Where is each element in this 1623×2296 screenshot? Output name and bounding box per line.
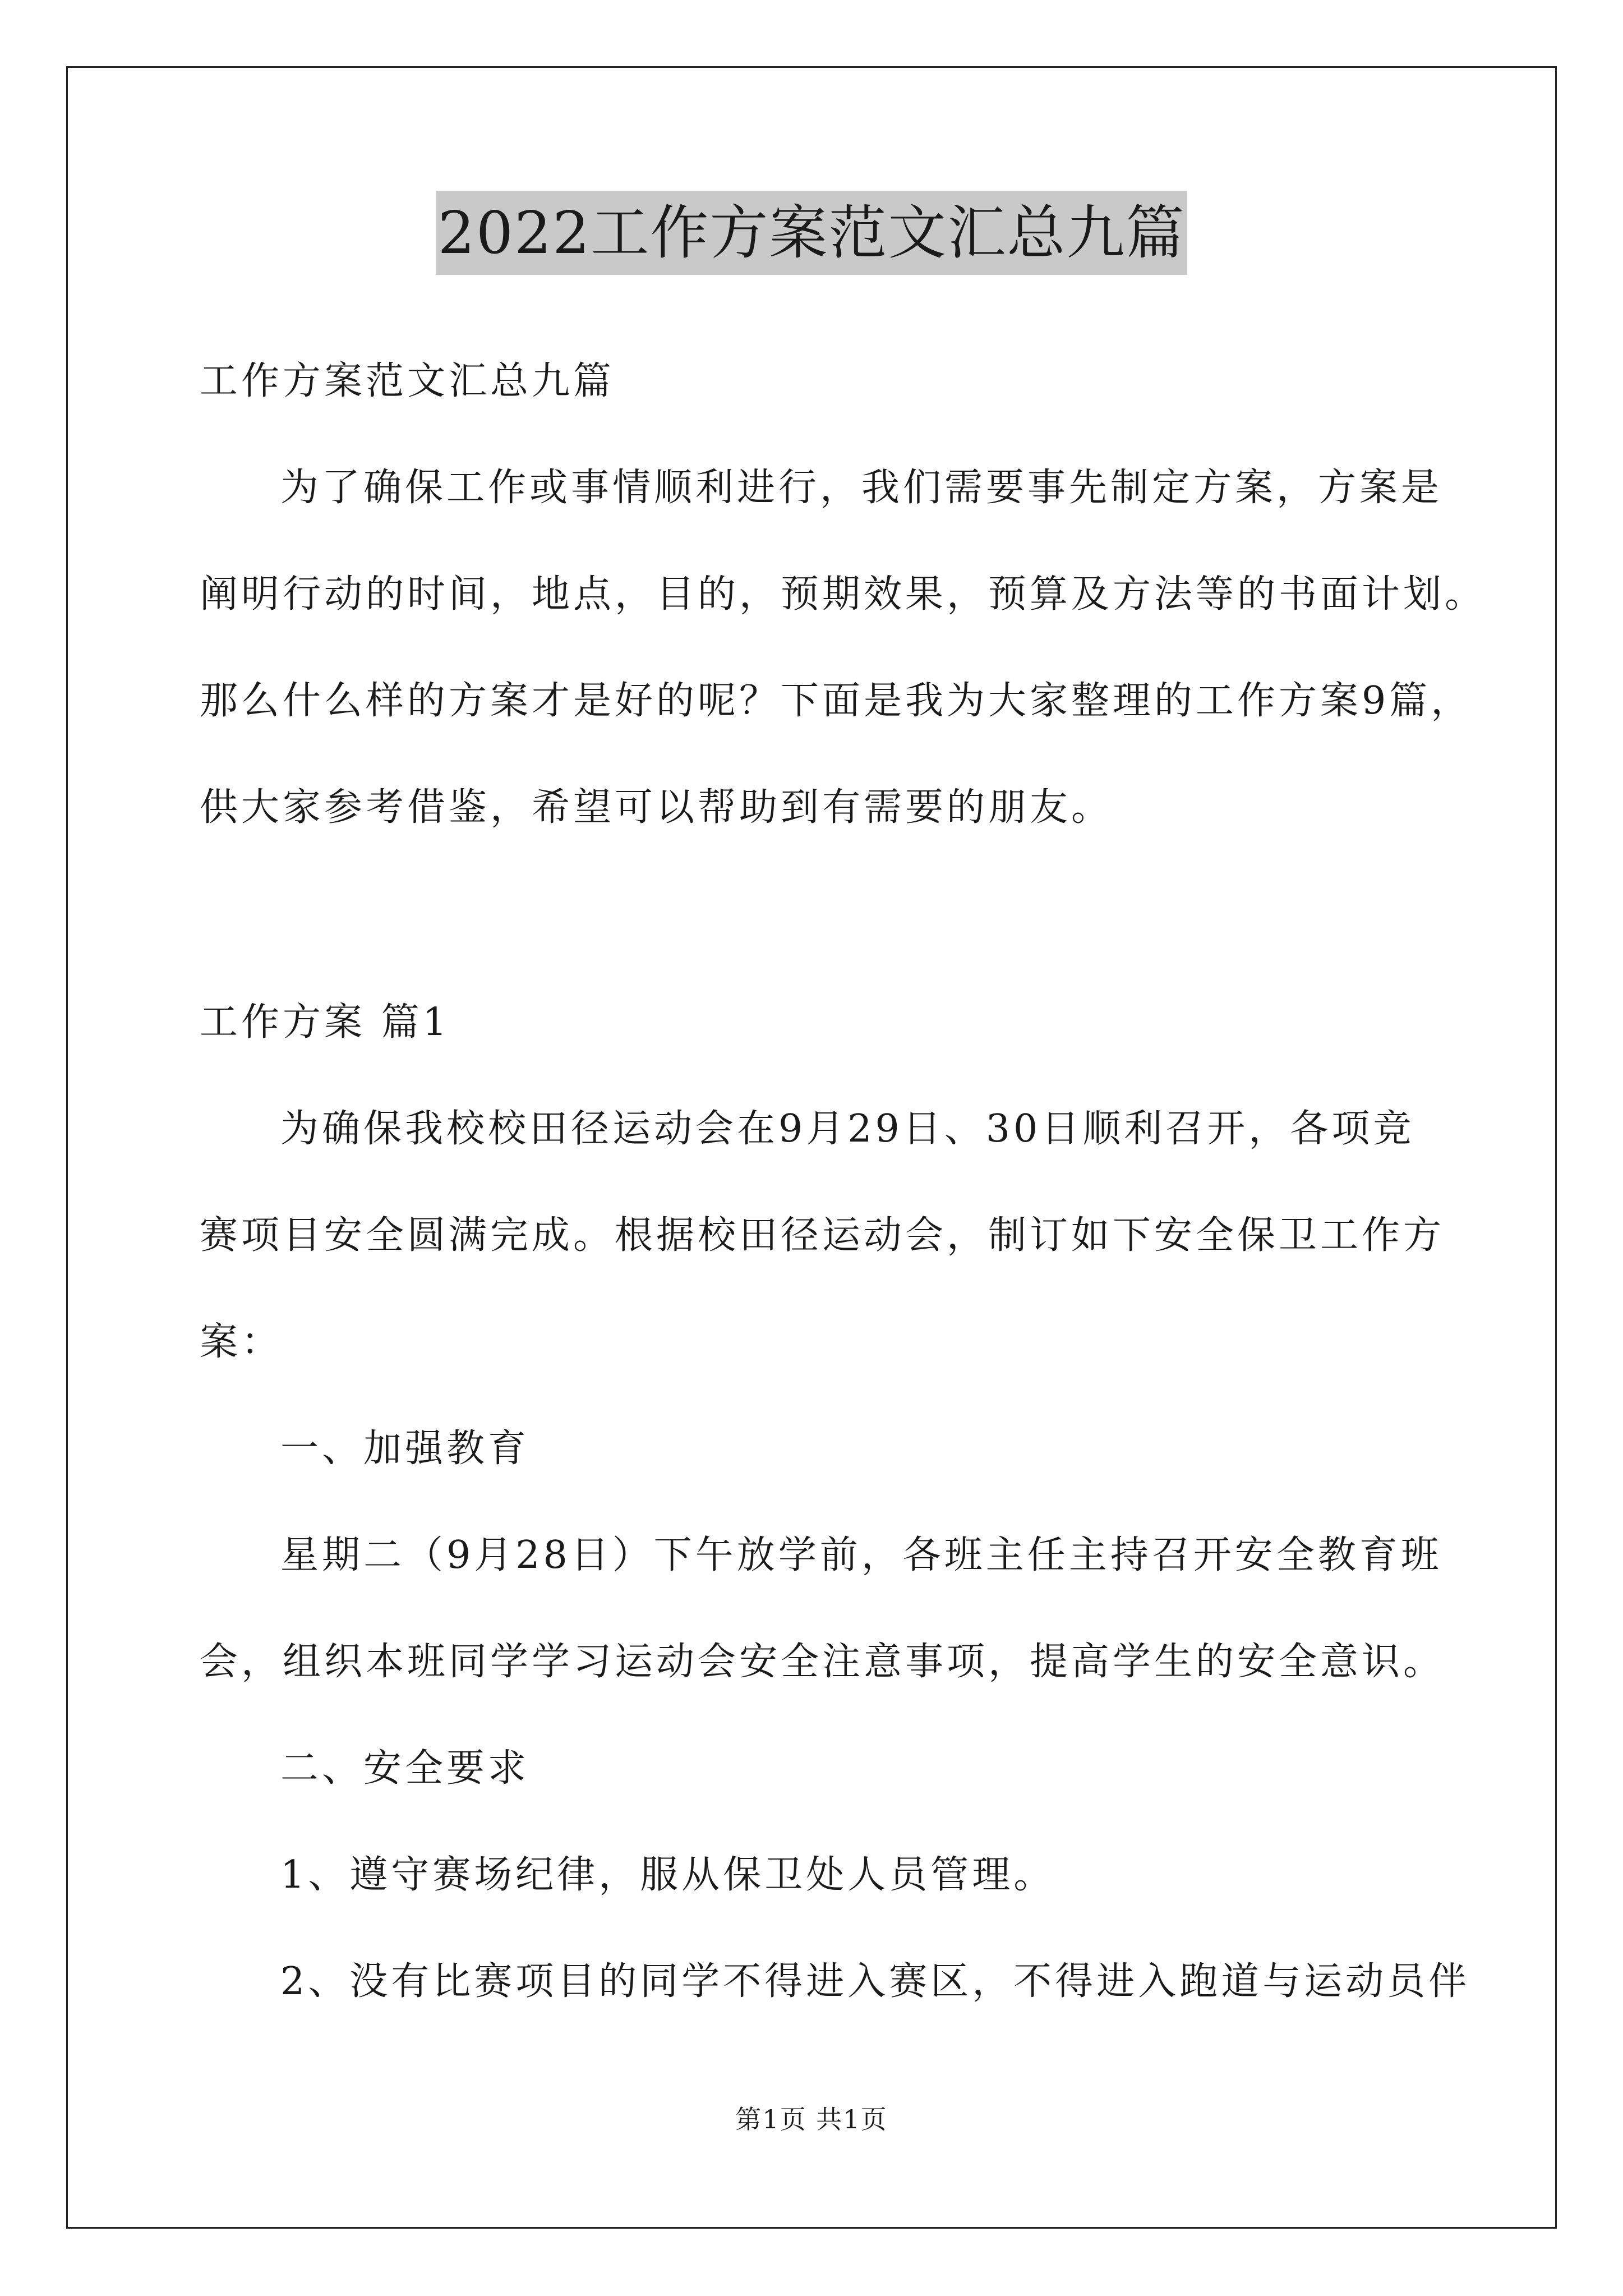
paragraph-line: 会，组织本班同学学习运动会安全注意事项，提高学生的安全意识。 xyxy=(200,1640,1445,1684)
paragraph-line: 星期二（9月28日）下午放学前，各班主任主持召开安全教育班 xyxy=(280,1533,1442,1577)
page-footer: 第1页 共1页 xyxy=(735,2104,888,2134)
subheading: 一、加强教育 xyxy=(280,1427,530,1471)
list-item: 2、没有比赛项目的同学不得进入赛区，不得进入跑道与运动员伴 xyxy=(280,1959,1470,2004)
paragraph-line: 为了确保工作或事情顺利进行，我们需要事先制定方案，方案是 xyxy=(280,466,1443,510)
list-item: 1、遵守赛场纪律，服从保卫处人员管理。 xyxy=(280,1853,1055,1897)
paragraph-line: 阐明行动的时间，地点，目的，预期效果，预算及方法等的书面计划。 xyxy=(200,572,1487,616)
section-heading: 工作方案 篇1 xyxy=(200,1000,450,1045)
paragraph-line: 为确保我校校田径运动会在9月29日、30日顺利召开，各项竞 xyxy=(280,1107,1415,1151)
paragraph-line: 案： xyxy=(200,1320,283,1364)
paragraph-line: 那么什么样的方案才是好的呢？下面是我为大家整理的工作方案9篇， xyxy=(200,679,1473,723)
title-container xyxy=(0,191,1623,275)
paragraph-line: 赛项目安全圆满完成。根据校田径运动会，制订如下安全保卫工作方 xyxy=(200,1213,1445,1258)
subtitle: 工作方案范文汇总九篇 xyxy=(200,359,615,403)
subheading: 二、安全要求 xyxy=(280,1746,530,1791)
document-title: 2022工作方案范文汇总九篇 xyxy=(436,191,1188,275)
paragraph-line: 供大家参考借鉴，希望可以帮助到有需要的朋友。 xyxy=(200,785,1113,830)
